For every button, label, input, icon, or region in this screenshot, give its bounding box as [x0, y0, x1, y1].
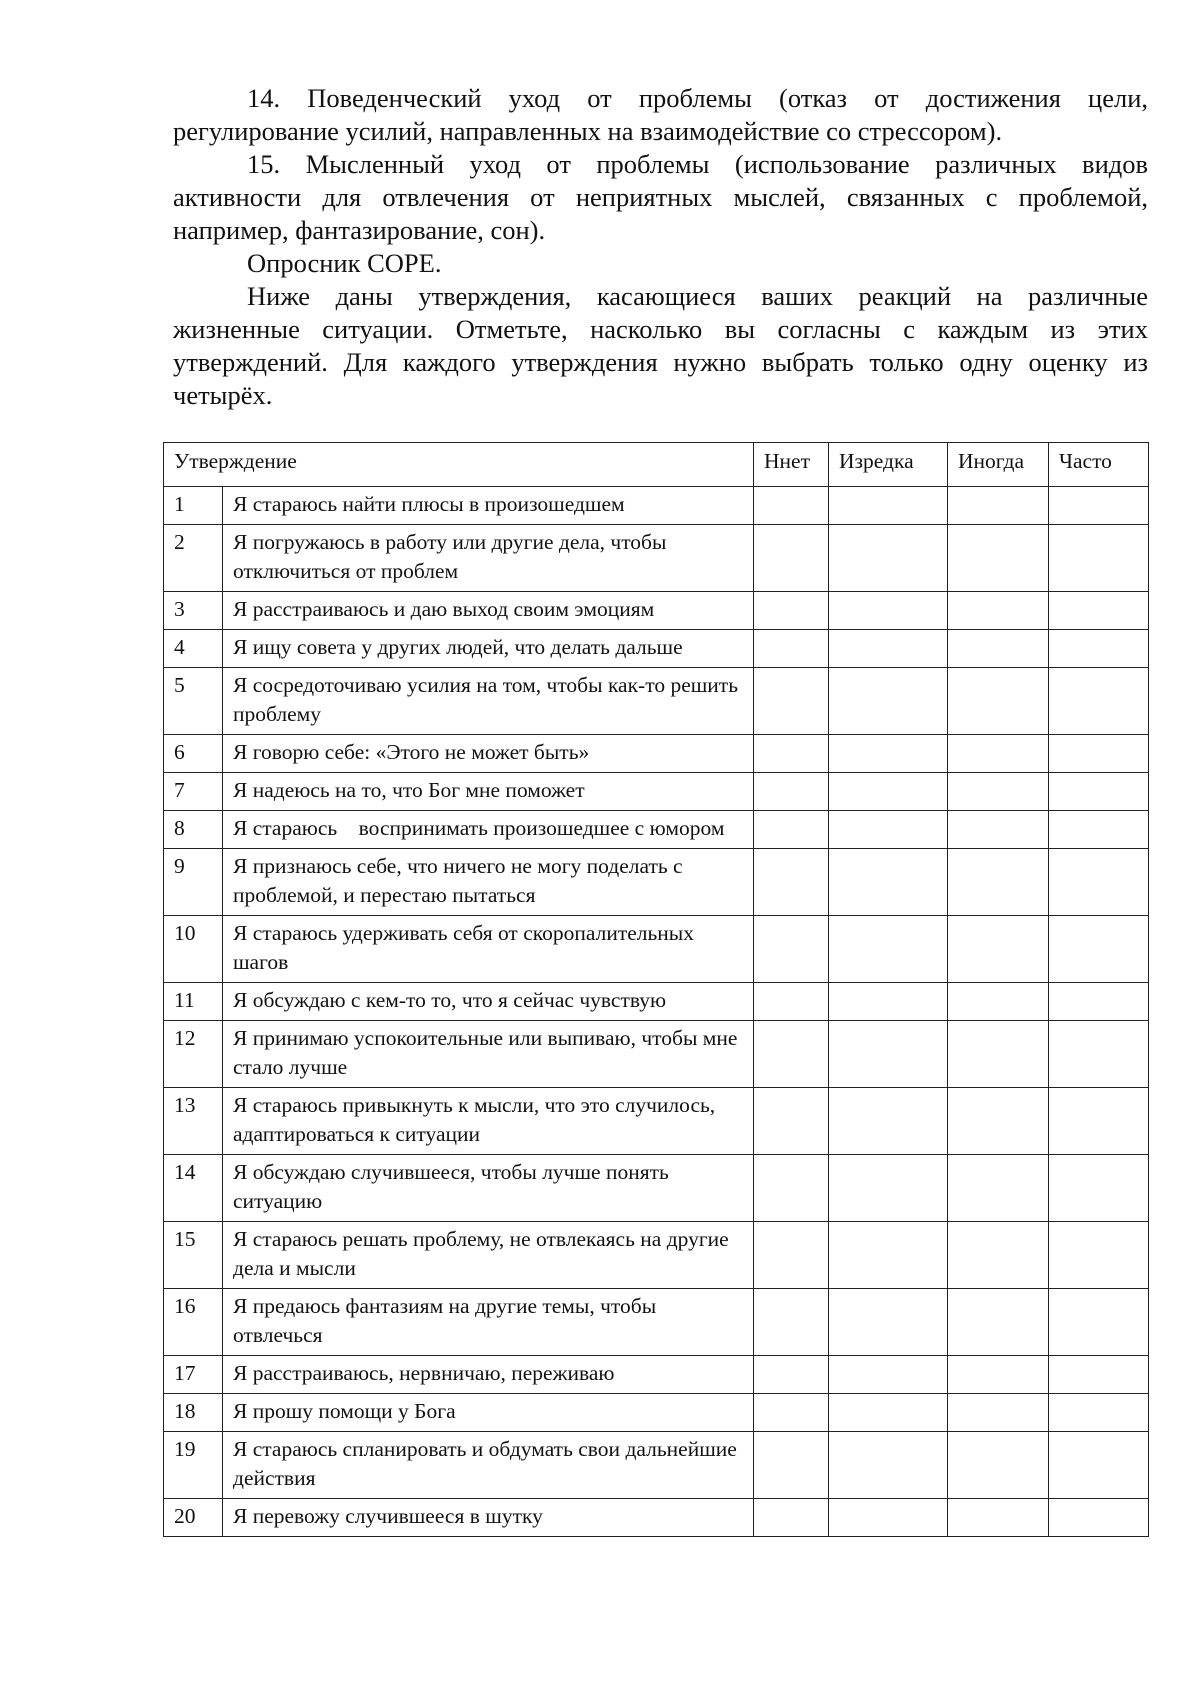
table-row [164, 1088, 1149, 1155]
row-statement: Я обсуждаю случившееся, чтобы лучше понять ситуацию [223, 1155, 754, 1222]
answer-cell-never[interactable] [754, 1155, 829, 1222]
row-number: 2 [164, 525, 223, 592]
answer-cell-often[interactable] [1049, 1088, 1149, 1155]
row-number: 15 [164, 1222, 223, 1289]
row-statement: Я надеюсь на то, что Бог мне поможет [223, 773, 754, 811]
header-often: Часто [1049, 443, 1149, 487]
answer-cell-often[interactable] [1049, 1289, 1149, 1356]
row-number: 7 [164, 773, 223, 811]
answer-cell-often[interactable] [1049, 916, 1149, 983]
row-number: 4 [164, 630, 223, 668]
row-number: 13 [164, 1088, 223, 1155]
row-number: 14 [164, 1155, 223, 1222]
row-statement: Я погружаюсь в работу или другие дела, чтобы отключиться от проблем [223, 525, 754, 592]
header-statement: Утверждение [164, 443, 754, 487]
paragraph-item-14: 14. Поведенческий уход от проблемы (отказ от достижения цели, регулирование усилий, направленных на взаимодействие со стрессором). [173, 83, 1148, 146]
answer-cell-sometimes[interactable] [948, 811, 1049, 849]
row-number: 5 [164, 668, 223, 735]
answer-cell-rarely[interactable] [829, 983, 948, 1021]
row-statement: Я обсуждаю с кем-то то, что я сейчас чувствую [223, 983, 754, 1021]
table-row [164, 1155, 1149, 1222]
questionnaire-title: Опросник COPE. [247, 248, 442, 278]
row-statement: Я предаюсь фантазиям на другие темы, чтобы отвлечься [223, 1289, 754, 1356]
answer-cell-never[interactable] [754, 916, 829, 983]
table-row [164, 630, 1149, 668]
table-row [164, 1021, 1149, 1088]
table-row [164, 983, 1149, 1021]
answer-cell-never[interactable] [754, 983, 829, 1021]
answer-cell-often[interactable] [1049, 1155, 1149, 1222]
answer-cell-often[interactable] [1049, 1222, 1149, 1289]
row-number: 11 [164, 983, 223, 1021]
table-row [164, 1432, 1149, 1499]
answer-cell-sometimes[interactable] [948, 916, 1049, 983]
answer-cell-never[interactable] [754, 773, 829, 811]
answer-cell-rarely[interactable] [829, 1432, 948, 1499]
answer-cell-never[interactable] [754, 668, 829, 735]
answer-cell-never[interactable] [754, 525, 829, 592]
row-number: 3 [164, 592, 223, 630]
answer-cell-rarely[interactable] [829, 1155, 948, 1222]
answer-cell-sometimes[interactable] [948, 525, 1049, 592]
table-row [164, 487, 1149, 525]
answer-cell-rarely[interactable] [829, 1222, 948, 1289]
row-number: 6 [164, 735, 223, 773]
answer-cell-often[interactable] [1049, 1356, 1149, 1394]
answer-cell-rarely[interactable] [829, 592, 948, 630]
row-statement: Я сосредоточиваю усилия на том, чтобы как-то решить проблему [223, 668, 754, 735]
answer-cell-sometimes[interactable] [948, 1289, 1049, 1356]
row-statement: Я расстраиваюсь и даю выход своим эмоциям [223, 592, 754, 630]
answer-cell-never[interactable] [754, 592, 829, 630]
answer-cell-rarely[interactable] [829, 1088, 948, 1155]
row-statement: Я стараюсь спланировать и обдумать свои дальнейшие действия [223, 1432, 754, 1499]
answer-cell-never[interactable] [754, 1499, 829, 1537]
cope-questionnaire-table [163, 442, 1149, 1537]
answer-cell-never[interactable] [754, 1432, 829, 1499]
answer-cell-never[interactable] [754, 1021, 829, 1088]
answer-cell-never[interactable] [754, 811, 829, 849]
answer-cell-never[interactable] [754, 849, 829, 916]
answer-cell-rarely[interactable] [829, 668, 948, 735]
row-statement: Я перевожу случившееся в шутку [223, 1499, 754, 1537]
table-row [164, 735, 1149, 773]
table-row [164, 525, 1149, 592]
answer-cell-sometimes[interactable] [948, 668, 1049, 735]
row-number: 12 [164, 1021, 223, 1088]
answer-cell-often[interactable] [1049, 668, 1149, 735]
answer-cell-often[interactable] [1049, 1432, 1149, 1499]
header-never: Ннет [754, 443, 829, 487]
table-row [164, 1499, 1149, 1537]
answer-cell-sometimes[interactable] [948, 983, 1049, 1021]
row-number: 20 [164, 1499, 223, 1537]
answer-cell-sometimes[interactable] [948, 1155, 1049, 1222]
row-statement: Я стараюсь привыкнуть к мысли, что это случилось, адаптироваться к ситуации [223, 1088, 754, 1155]
row-number: 1 [164, 487, 223, 525]
answer-cell-often[interactable] [1049, 487, 1149, 525]
table-row [164, 849, 1149, 916]
table-row [164, 916, 1149, 983]
table-row [164, 1394, 1149, 1432]
answer-cell-often[interactable] [1049, 811, 1149, 849]
answer-cell-rarely[interactable] [829, 525, 948, 592]
row-statement: Я стараюсь найти плюсы в произошедшем [223, 487, 754, 525]
answer-cell-never[interactable] [754, 1088, 829, 1155]
row-number: 9 [164, 849, 223, 916]
answer-cell-sometimes[interactable] [948, 773, 1049, 811]
answer-cell-rarely[interactable] [829, 735, 948, 773]
header-rarely: Изредка [829, 443, 948, 487]
row-statement: Я расстраиваюсь, нервничаю, переживаю [223, 1356, 754, 1394]
answer-cell-rarely[interactable] [829, 1021, 948, 1088]
row-statement: Я стараюсь решать проблему, не отвлекаясь на другие дела и мысли [223, 1222, 754, 1289]
answer-cell-sometimes[interactable] [948, 849, 1049, 916]
answer-cell-often[interactable] [1049, 983, 1149, 1021]
row-number: 19 [164, 1432, 223, 1499]
row-number: 8 [164, 811, 223, 849]
answer-cell-sometimes[interactable] [948, 1356, 1049, 1394]
paragraph-item-15: 15. Мысленный уход от проблемы (использование различных видов активности для отвлечения от неприятных мыслей, связанных с проблемой, например, фантазирование, сон). [173, 149, 1148, 245]
table-row [164, 1289, 1149, 1356]
answer-cell-rarely[interactable] [829, 1356, 948, 1394]
row-statement: Я стараюсь воспринимать произошедшее с юмором [223, 811, 754, 849]
answer-cell-sometimes[interactable] [948, 1394, 1049, 1432]
row-number: 16 [164, 1289, 223, 1356]
answer-cell-sometimes[interactable] [948, 1088, 1049, 1155]
answer-cell-often[interactable] [1049, 630, 1149, 668]
answer-cell-often[interactable] [1049, 1499, 1149, 1537]
answer-cell-rarely[interactable] [829, 811, 948, 849]
answer-cell-sometimes[interactable] [948, 735, 1049, 773]
table-row [164, 592, 1149, 630]
answer-cell-sometimes[interactable] [948, 630, 1049, 668]
table-row [164, 773, 1149, 811]
table-row [164, 811, 1149, 849]
answer-cell-never[interactable] [754, 1222, 829, 1289]
answer-cell-rarely[interactable] [829, 849, 948, 916]
answer-cell-often[interactable] [1049, 525, 1149, 592]
header-sometimes: Иногда [948, 443, 1049, 487]
answer-cell-never[interactable] [754, 1289, 829, 1356]
answer-cell-rarely[interactable] [829, 1289, 948, 1356]
answer-cell-sometimes[interactable] [948, 1021, 1049, 1088]
answer-cell-sometimes[interactable] [948, 1222, 1049, 1289]
answer-cell-often[interactable] [1049, 1021, 1149, 1088]
answer-cell-often[interactable] [1049, 735, 1149, 773]
table-row [164, 1356, 1149, 1394]
answer-cell-never[interactable] [754, 487, 829, 525]
row-number: 10 [164, 916, 223, 983]
answer-cell-rarely[interactable] [829, 773, 948, 811]
answer-cell-sometimes[interactable] [948, 1432, 1049, 1499]
answer-cell-rarely[interactable] [829, 630, 948, 668]
answer-cell-rarely[interactable] [829, 916, 948, 983]
row-statement: Я прошу помощи у Бога [223, 1394, 754, 1432]
answer-cell-rarely[interactable] [829, 1394, 948, 1432]
row-statement: Я стараюсь удерживать себя от скоропалительных шагов [223, 916, 754, 983]
answer-cell-often[interactable] [1049, 849, 1149, 916]
row-statement: Я ищу совета у других людей, что делать дальше [223, 630, 754, 668]
row-statement: Я принимаю успокоительные или выпиваю, чтобы мне стало лучше [223, 1021, 754, 1088]
answer-cell-rarely[interactable] [829, 487, 948, 525]
instructions-paragraph: Ниже даны утверждения, касающиеся ваших реакций на различные жизненные ситуации. Отметьте, насколько вы согласны с каждым из этих утверждений. Для каждого утверждения нужно выбрать только одну оценку из четырёх. [173, 281, 1148, 410]
intro-text-block [173, 82, 1148, 412]
answer-cell-sometimes[interactable] [948, 487, 1049, 525]
answer-cell-never[interactable] [754, 1356, 829, 1394]
answer-cell-never[interactable] [754, 735, 829, 773]
answer-cell-sometimes[interactable] [948, 592, 1049, 630]
row-statement: Я признаюсь себе, что ничего не могу поделать с проблемой, и перестаю пытаться [223, 849, 754, 916]
answer-cell-sometimes[interactable] [948, 1499, 1049, 1537]
answer-cell-rarely[interactable] [829, 1499, 948, 1537]
answer-cell-often[interactable] [1049, 592, 1149, 630]
row-number: 17 [164, 1356, 223, 1394]
answer-cell-often[interactable] [1049, 773, 1149, 811]
table-row [164, 1222, 1149, 1289]
answer-cell-never[interactable] [754, 1394, 829, 1432]
answer-cell-never[interactable] [754, 630, 829, 668]
row-number: 18 [164, 1394, 223, 1432]
answer-cell-often[interactable] [1049, 1394, 1149, 1432]
table-row [164, 668, 1149, 735]
row-statement: Я говорю себе: «Этого не может быть» [223, 735, 754, 773]
table-header-row [164, 443, 1149, 487]
